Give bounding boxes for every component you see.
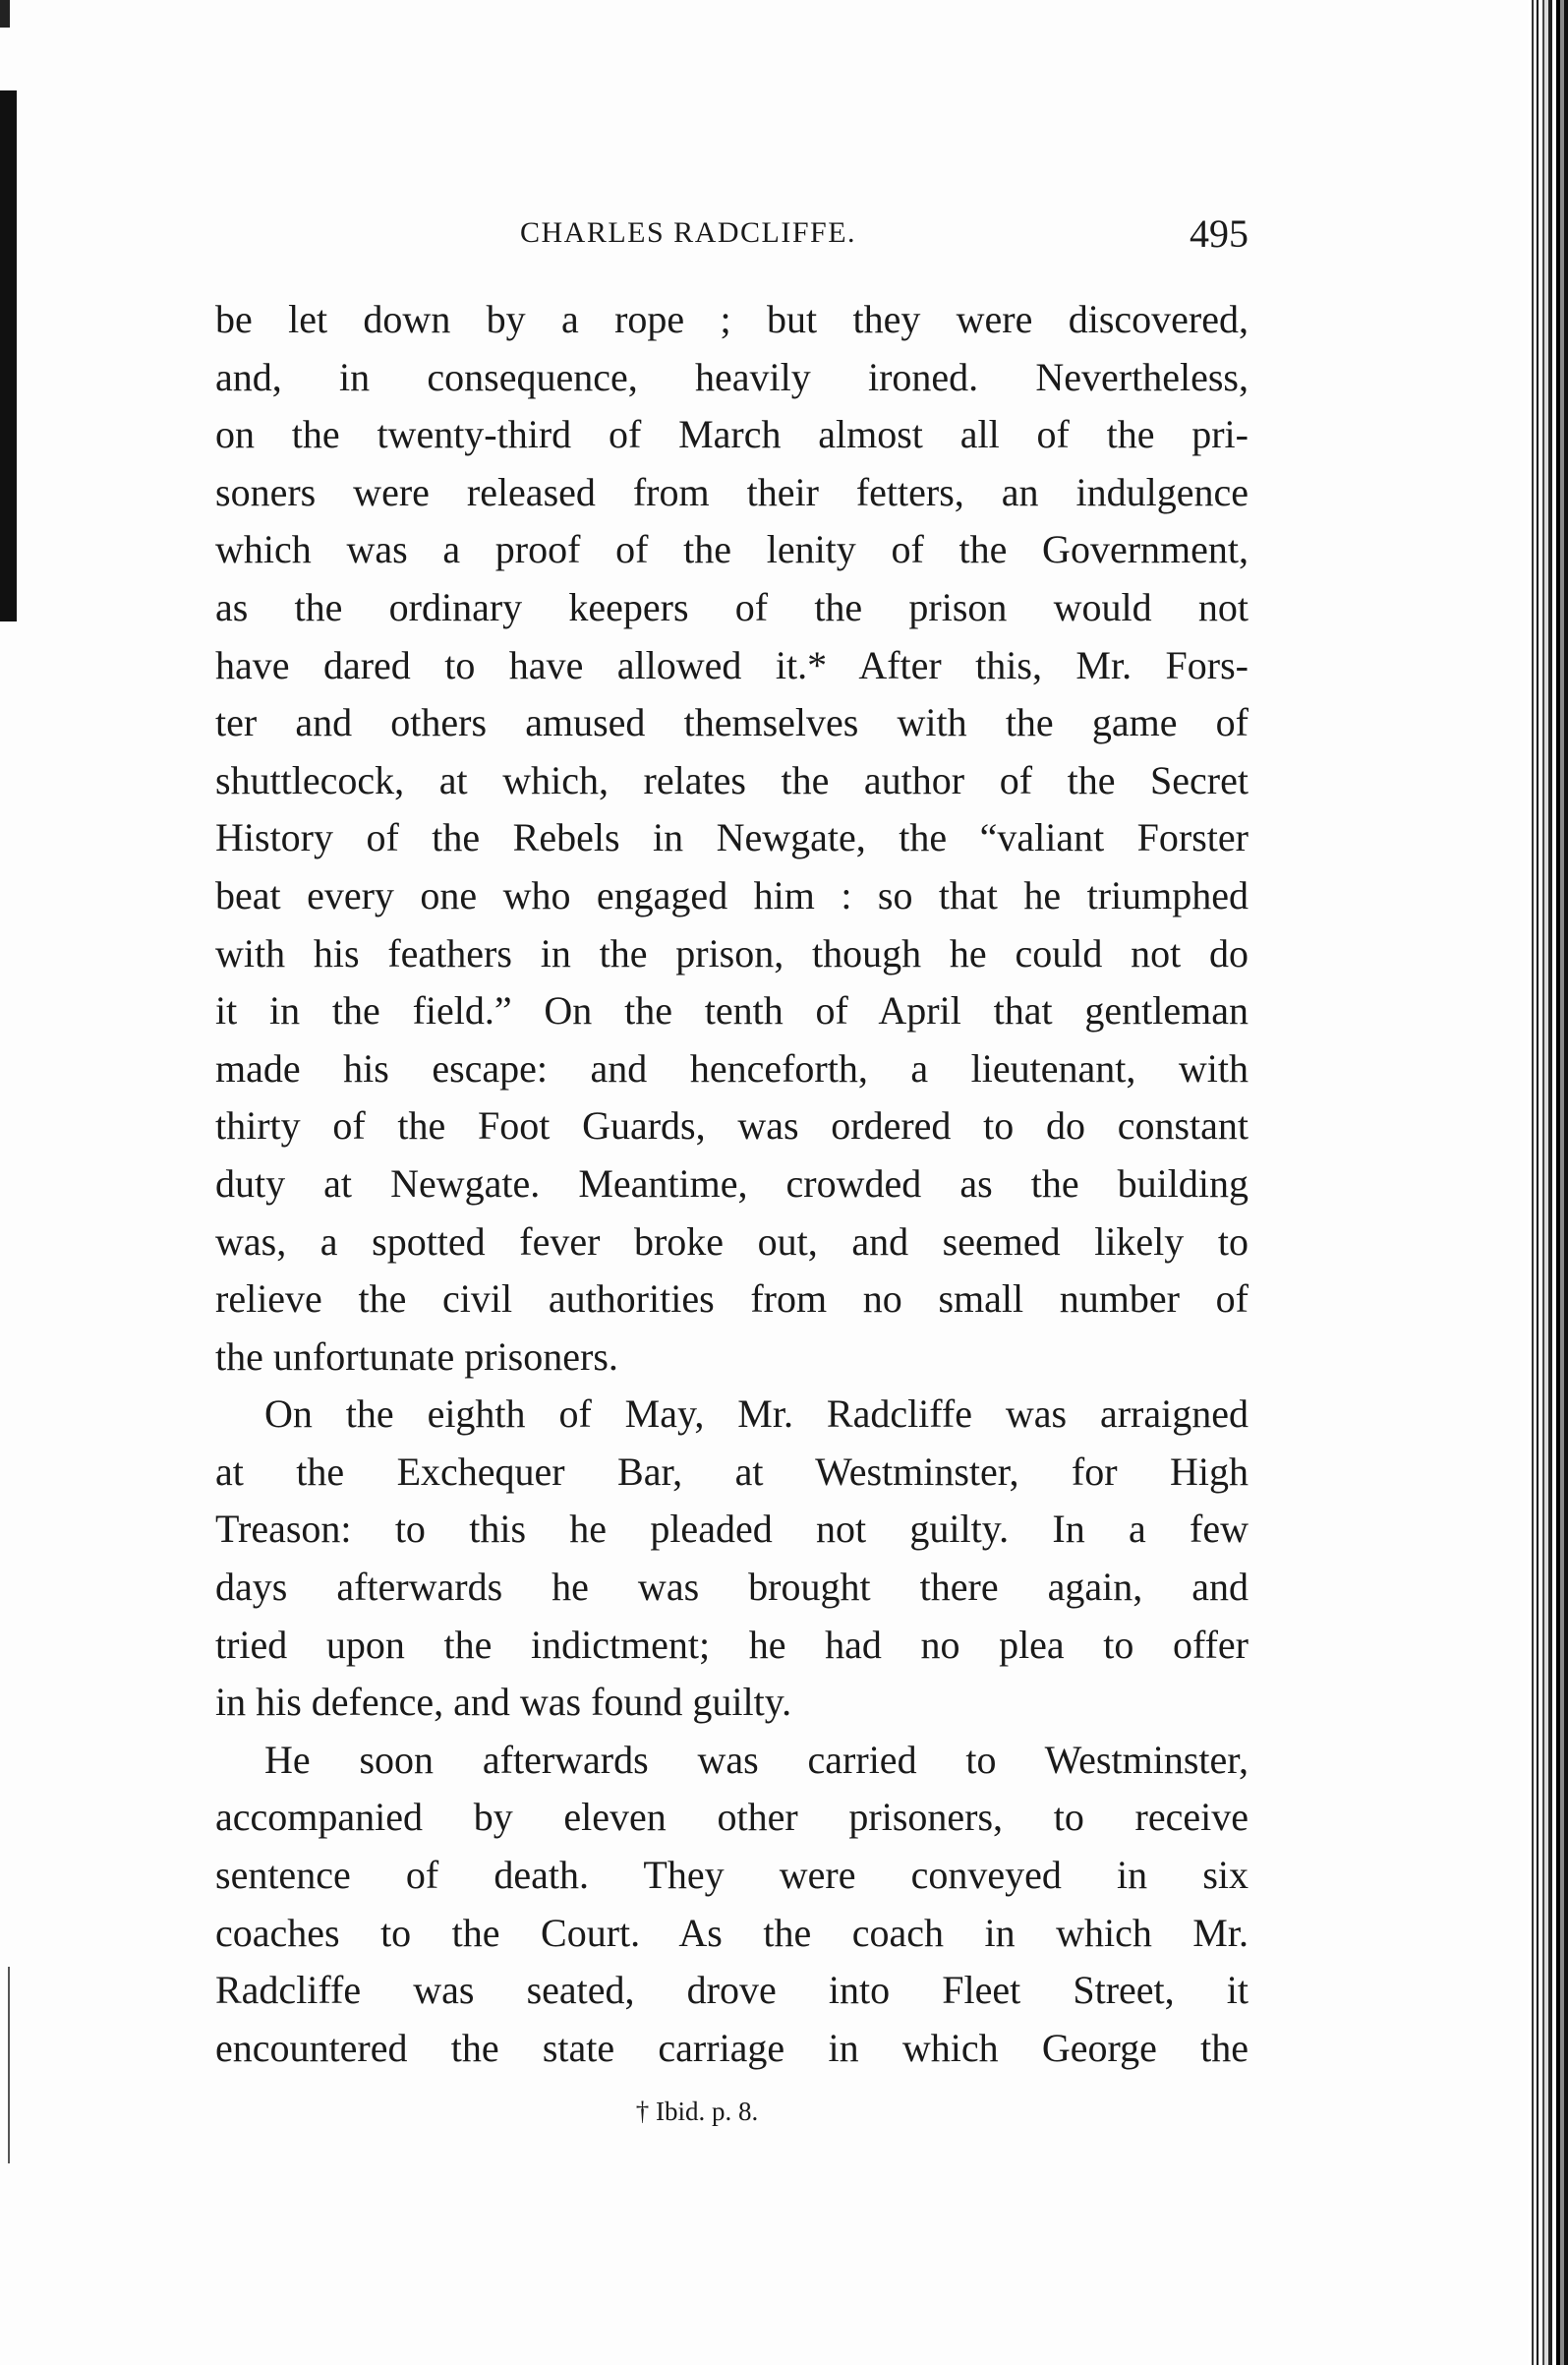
scan-edge-shadow — [0, 90, 17, 621]
text-line: which was a proof of the lenity of the Government, — [215, 527, 1249, 572]
text-line: days afterwards he was brought there again, and — [215, 1565, 1249, 1610]
text-line: the unfortunate prisoners. — [215, 1333, 618, 1379]
text-line: sentence of death. They were conveyed in six — [215, 1853, 1249, 1898]
body-text — [215, 291, 1249, 2077]
text-line: ter and others amused themselves with the game of — [215, 700, 1249, 745]
text-line: relieve the civil authorities from no small number of — [215, 1276, 1249, 1322]
page-number: 495 — [1190, 211, 1249, 256]
text-line: tried upon the indictment; he had no plea to offer — [215, 1622, 1249, 1667]
text-line: have dared to have allowed it.* After this, Mr. Fors- — [215, 642, 1249, 687]
text-line: He soon afterwards was carried to Westminster, — [264, 1737, 1249, 1782]
text-line: soners were released from their fetters, an indulgence — [215, 469, 1249, 514]
text-line: encountered the state carriage in which George the — [215, 2025, 1249, 2070]
text-line: coaches to the Court. As the coach in which Mr. — [215, 1910, 1249, 1955]
text-line: and, in consequence, heavily ironed. Nevertheless, — [215, 354, 1249, 399]
text-line: as the ordinary keepers of the prison would not — [215, 584, 1249, 629]
page-edge-stripes — [1529, 0, 1568, 2365]
text-line: beat every one who engaged him : so that he triumphed — [215, 872, 1249, 917]
text-line: in his defence, and was found guilty. — [215, 1680, 792, 1725]
text-line: On the eighth of May, Mr. Radcliffe was arraigned — [264, 1391, 1249, 1437]
text-line: made his escape: and henceforth, a lieutenant, with — [215, 1045, 1249, 1091]
running-title: CHARLES RADCLIFFE. — [520, 216, 857, 249]
text-line: it in the field.” On the tenth of April that gentleman — [215, 988, 1249, 1034]
text-line: Treason: to this he pleaded not guilty. In a few — [215, 1507, 1249, 1552]
scan-edge-line — [8, 1967, 10, 2163]
scan-edge-mark — [0, 0, 10, 28]
text-line: History of the Rebels in Newgate, the “valiant Forster — [215, 815, 1249, 860]
text-line: was, a spotted fever broke out, and seemed likely to — [215, 1218, 1249, 1264]
text-line: on the twenty-third of March almost all of the pri- — [215, 412, 1249, 457]
page-header — [215, 210, 1249, 260]
footnote: † Ibid. p. 8. — [635, 2097, 759, 2126]
text-line: thirty of the Foot Guards, was ordered to do constant — [215, 1103, 1249, 1149]
text-line: at the Exchequer Bar, at Westminster, for High — [215, 1449, 1249, 1494]
text-line: duty at Newgate. Meantime, crowded as the building — [215, 1160, 1249, 1206]
text-line: with his feathers in the prison, though he could not do — [215, 930, 1249, 976]
text-line: be let down by a rope ; but they were discovered, — [215, 297, 1249, 341]
text-line: Radcliffe was seated, drove into Fleet Street, it — [215, 1968, 1249, 2013]
text-line: shuttlecock, at which, relates the author of the Secret — [215, 757, 1249, 802]
text-line: accompanied by eleven other prisoners, to receive — [215, 1795, 1249, 1840]
